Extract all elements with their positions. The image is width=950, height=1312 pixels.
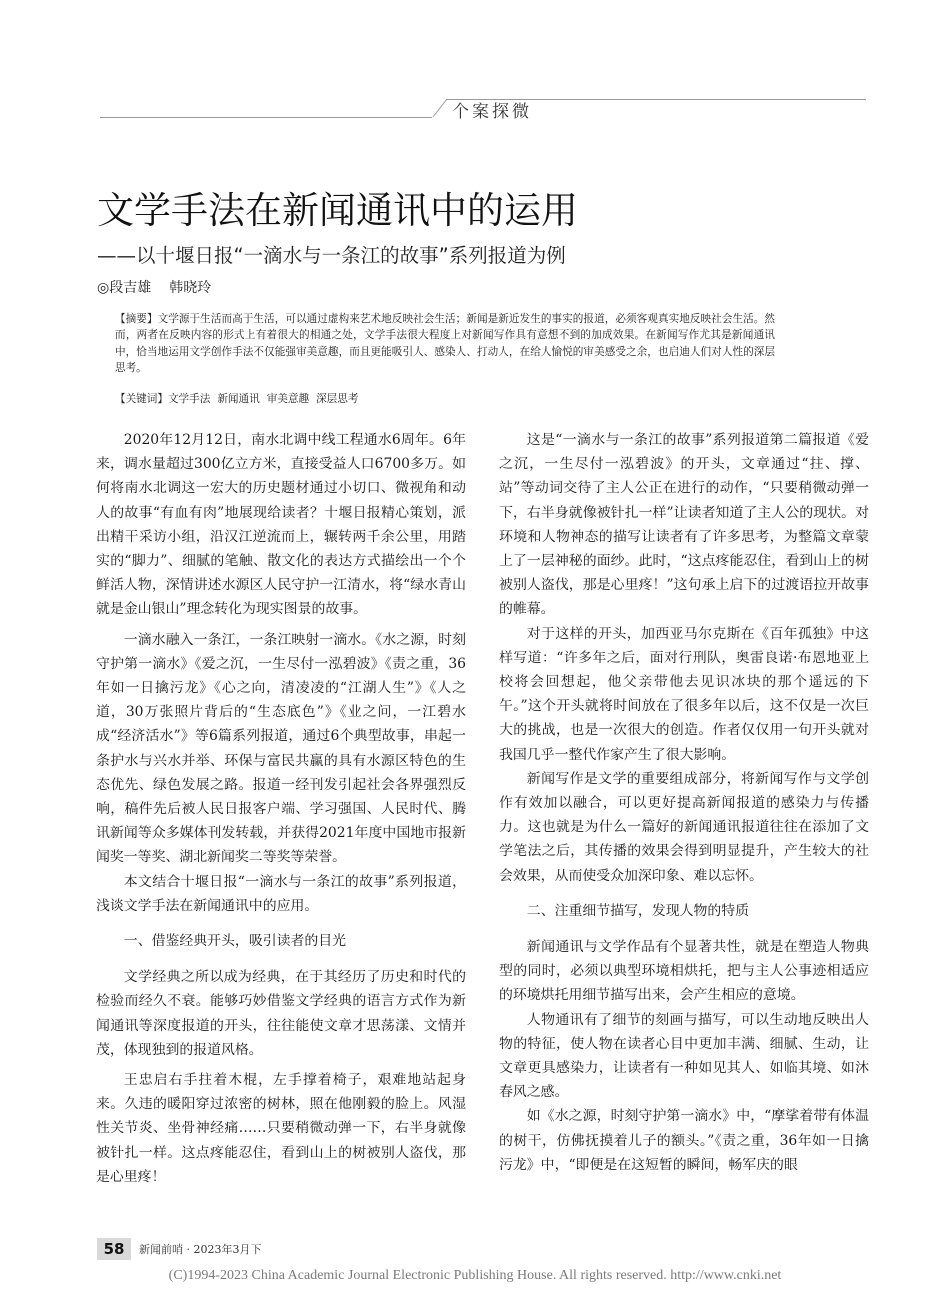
body-column-left: [96, 428, 466, 1226]
author-line: [97, 278, 497, 298]
keyword: 新闻通讯: [217, 393, 260, 405]
page-footer: [97, 1238, 497, 1262]
header-slash-divider: [432, 98, 448, 118]
keyword: 审美意趣: [266, 393, 310, 405]
paragraph: 本文结合十堰日报“一滴水与一条江的故事”系列报道，浅谈文学手法在新闻通讯中的应用。: [96, 873, 466, 914]
paragraph: 新闻写作是文学的重要组成部分，将新闻写作与文学创作有效加以融合，可以更好提高新闻报道的感染力与传播力。这也就是为什么一篇好的新闻通讯报道往往在添加了文学笔法之后，其传播的效果会得到明显提升，产生较大的社会效果，从而使受众加深印象、难以忘怀。: [499, 770, 869, 884]
article-subtitle: ——以十堰日报“一滴水与一条江的故事”系列报道为例: [97, 244, 566, 267]
author-mark: ◎: [97, 280, 110, 296]
section-heading-1: 一、借鉴经典开头，吸引读者的目光: [123, 933, 347, 950]
paragraph: 2020年12月12日，南水北调中线工程通水6周年。6年来，调水量超过300亿立方米，直接受益人口6700多万。如何将南水北调这一宏大的历史题材通过小切口、微视角和动人的故事“有血有肉”地展现给读者？十堰日报精心策划，派出精干采访小组，沿汉江逆流而上，辗转两千余公里，用踏实的“脚力”、细腻的笔触、散文化的表达方式描绘出一个个鲜活人物，深情讲述水源区人民守护一江清水，将“绿水青山就是金山银山”理念转化为现实图景的故事。: [96, 432, 466, 618]
paragraph: 如《水之源，时刻守护第一滴水》中，“摩挲着带有体温的树干，仿佛抚摸着儿子的额头。”《责之重，36年如一日擒污龙》中，“即便是在这短暂的瞬间，畅军庆的眼: [499, 1108, 869, 1173]
paragraph: 这是“一滴水与一条江的故事”系列报道第二篇报道《爱之沉，一生尽付一泓碧波》的开头，文章通过“拄、撑、站”等动词交待了主人公正在进行的动作，“只要稍微动弹一下，右半身就像被针扎一样”让读者知道了主人公的现状。对环境和人物神态的描写让读者有了许多思考，为整篇文章蒙上了一层神秘的面纱。此时，“这点疼能忍住，看到山上的树被别人盗伐，那是心里疼！”这句承上启下的过渡语拉开故事的帷幕。: [499, 432, 869, 618]
paragraph: 对于这样的开头，加西亚马尔克斯在《百年孤独》中这样写道：“许多年之后，面对行刑队，奥雷良诺·布恩地亚上校将会回想起，他父亲带他去见识冰块的那个遥远的下午。”这个开头就将时间放在了很多年以后，这不仅是一次巨大的挑战，也是一次很大的创造。作者仅仅用一句开头就对我国几乎一整代作家产生了很大影响。: [499, 625, 869, 763]
copyright-watermark: (C)1994-2023 China Academic Journal Electronic Publishing House. All rights reserved. http://www.cnki.net: [168, 1268, 782, 1283]
paragraph: 人物通讯有了细节的刻画与描写，可以生动地反映出人物的特征，使人物在读者心目中更加丰满、细腻、生动，让文章更具感染力，让读者有一种如见其人、如临其境、如沐春风之感。: [499, 1011, 869, 1101]
abstract-label: 【摘要】: [115, 313, 158, 325]
paragraph: 一滴水融入一条江，一条江映射一滴水。《水之源，时刻守护第一滴水》《爱之沉，一生尽付一泓碧波》《责之重，36年如一日擒污龙》《心之向，清凌凌的“江湖人生”》《人之道，30万张照片背后的“生态底色”》《业之问，一江碧水成“经济活水”》等6篇系列报道，通过6个典型故事，串起一条护水与兴水并举、环保与富民共赢的具有水源区特色的生态优先、绿色发展之路。报道一经刊发引起社会各界强烈反响，稿件先后被人民日报客户端、学习强国、人民时代、腾讯新闻等众多媒体刊发转载，并获得2021年度中国地市报新闻奖一等奖、湖北新闻奖二等奖等荣誉。: [96, 631, 466, 866]
keyword: 文学手法: [167, 393, 211, 405]
section-heading-2: 二、注重细节描写，发现人物的特质: [526, 902, 750, 919]
paragraph: 文学经典之所以成为经典，在于其经历了历史和时代的检验而经久不衰。能够巧妙借鉴文学经典的语言方式作为新闻通讯等深度报道的开头，往往能使文章才思荡漾、文情并茂，体现独到的报道风格。: [96, 969, 466, 1058]
article-title: 文学手法在新闻通讯中的运用: [97, 189, 578, 232]
journal-issue: 新闻前哨 · 2023年3月下: [139, 1243, 262, 1256]
page-number: 58: [97, 1238, 131, 1260]
keywords-label: 【关键词】: [115, 393, 168, 405]
abstract-text: 文学源于生活而高于生活，可以通过虚构来艺术地反映社会生活；新闻是新近发生的事实的报道，必须客观真实地反映社会生活。然而，两者在反映内容的形式上有着很大的相通之处，文学手法很大程度上对新闻写作具有意想不到的加成效果。在新闻写作尤其是新闻通讯中，恰当地运用文学创作手法不仅能强审美意趣，而且更能吸引人、感染人、打动人，在给人愉悦的审美感受之余，也启迪人们对人性的深层思考。: [115, 313, 776, 375]
author-name: 段吉雄: [109, 280, 152, 296]
section-label: 个案探微: [452, 102, 532, 122]
paragraph: 新闻通讯与文学作品有个显著共性，就是在塑造人物典型的同时，必须以典型环境相烘托，把与主人公事迹相适应的环境烘托用细节描写出来，会产生相应的意境。: [499, 939, 869, 1004]
author-name: 韩晓玲: [169, 280, 212, 296]
paragraph: 王忠启右手拄着木棍，左手撑着椅子，艰难地站起身来。久违的暖阳穿过浓密的树林，照在他刚毅的脸上。风湿性关节炎、坐骨神经痛……只要稍微动弹一下，右半身就像被针扎一样。这点疼能忍住，看到山上的树被别人盗伐，那是心里疼！: [96, 1072, 466, 1185]
body-column-right: [499, 428, 869, 1228]
header-rule-left: [100, 117, 432, 118]
keywords: [115, 391, 775, 407]
keyword: 深层思考: [316, 393, 359, 405]
abstract: [115, 311, 775, 391]
